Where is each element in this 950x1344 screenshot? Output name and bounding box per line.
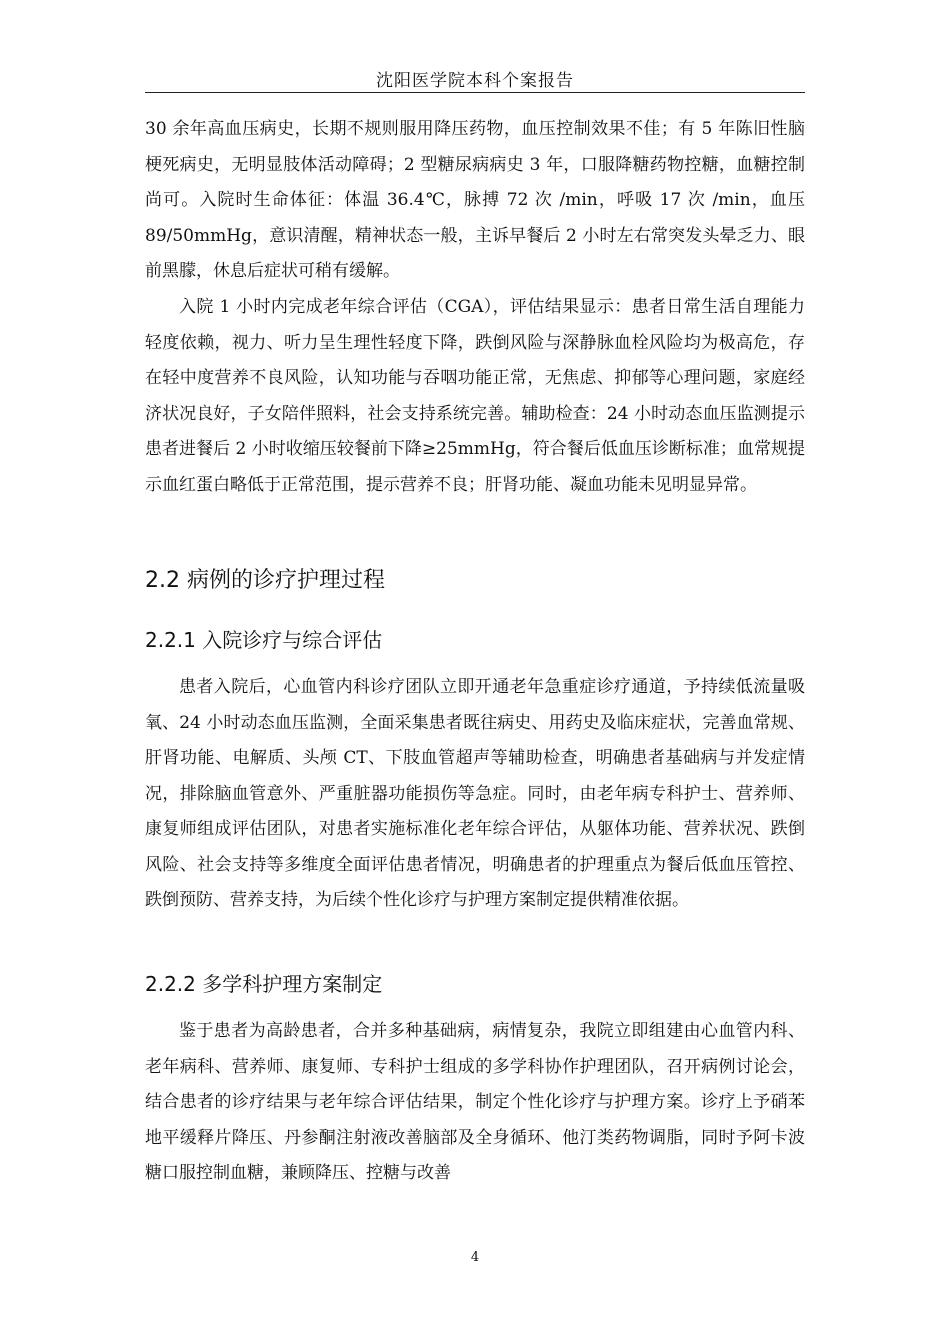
section-heading-2-2: 2.2 病例的诊疗护理过程 bbox=[145, 568, 385, 593]
subsection-heading-2-2-1: 2.2.1 入院诊疗与综合评估 bbox=[145, 628, 383, 652]
paragraph-cga-assessment: 入院 1 小时内完成老年综合评估（CGA），评估结果显示：患者日常生活自理能力轻度依赖，视力、听力呈生理性轻度下降，跌倒风险与深静脉血栓风险均为极高危，存在轻中度营养不良风险，认知功能与吞咽功能正常，无焦虑、抑郁等心理问题，家庭经济状况良好，子女陪伴照料，社会支持系统完善。辅助检查：24 小时动态血压监测提示患者进餐后 2 小时收缩压较餐前下降≥25mmHg，符合餐后低血压诊断标准；血常规提示血红蛋白略低于正常范围，提示营养不良；肝肾功能、凝血功能未见明显异常。 bbox=[145, 297, 805, 495]
page-content bbox=[145, 112, 805, 1244]
running-header: 沈阳医学院本科个案报告 bbox=[376, 71, 574, 91]
header-divider bbox=[145, 92, 805, 93]
paragraph-mdt-plan: 鉴于患者为高龄患者，合并多种基础病，病情复杂，我院立即组建由心血管内科、老年病科、营养师、康复师、专科护士组成的多学科协作护理团队，召开病例讨论会，结合患者的诊疗结果与老年综合评估结果，制定个性化诊疗与护理方案。诊疗上予硝苯地平缓释片降压、丹参酮注射液改善脑部及全身循环、他汀类药物调脂，同时予阿卡波糖口服控制血糖，兼顾降压、控糖与改善 bbox=[145, 1021, 805, 1183]
page-number: 4 bbox=[470, 1250, 480, 1265]
subsection-heading-2-2-2: 2.2.2 多学科护理方案制定 bbox=[145, 972, 383, 996]
paragraph-admission-treatment: 患者入院后，心血管内科诊疗团队立即开通老年急重症诊疗通道，予持续低流量吸氧、24 小时动态血压监测，全面采集患者既往病史、用药史及临床症状，完善血常规、肝肾功能、电解质、头颅 CT、下肢血管超声等辅助检查，明确患者基础病与并发症情况，排除脑血管意外、严重脏器功能损伤等急症。同时，由老年病专科护士、营养师、康复师组成评估团队，对患者实施标准化老年综合评估，从躯体功能、营养状况、跌倒风险、社会支持等多维度全面评估患者情况，明确患者的护理重点为餐后低血压管控、跌倒预防、营养支持，为后续个性化诊疗与护理方案制定提供精准依据。 bbox=[145, 677, 805, 910]
paragraph-patient-history: 30 余年高血压病史，长期不规则服用降压药物，血压控制效果不佳；有 5 年陈旧性脑梗死病史，无明显肢体活动障碍；2 型糖尿病病史 3 年，口服降糖药物控糖，血糖控制尚可。入院时生命体征：体温 36.4℃，脉搏 72 次 /min，呼吸 17 次 /min，血压 89/50mmHg，意识清醒，精神状态一般，主诉早餐后 2 小时左右常突发头晕乏力、眼前黑朦，休息后症状可稍有缓解。 bbox=[145, 119, 805, 281]
